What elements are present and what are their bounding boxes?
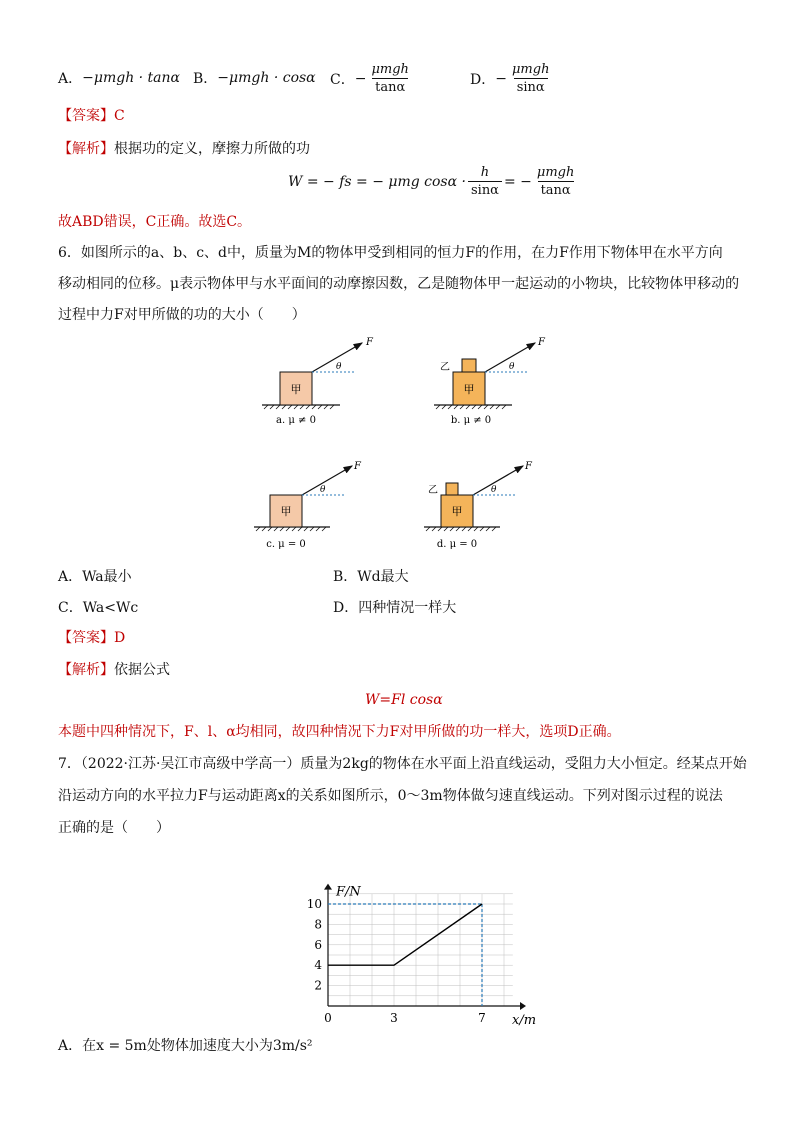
x-axis-label: x/m [512, 1013, 537, 1028]
q6-stem-line2: 移动相同的位移。μ表示物体甲与水平面间的动摩擦因数，乙是随物体甲一起运动的小物块，比较物体甲移动的 [58, 276, 740, 292]
q6-stem-line1: 6．如图所示的a、b、c、d中，质量为M的物体甲受到相同的恒力F的作用，在力F作用下物体甲在水平方向 [58, 245, 723, 261]
fraction-numerator: h [480, 165, 490, 180]
analysis-tag: 【解析】 [58, 662, 114, 678]
figure-b [434, 337, 546, 426]
q5-option-d [470, 62, 554, 95]
figure-b-caption: b. μ ≠ 0 [450, 415, 492, 426]
angle-label: θ [509, 362, 515, 372]
q5-option-d-sign: − [495, 70, 507, 87]
answer-tag: 【答案】 [58, 108, 114, 124]
figure-d-caption: d. μ = 0 [436, 539, 478, 550]
q6-option-d: D．四种情况一样大 [333, 600, 457, 616]
q5-option-a [58, 68, 180, 88]
q5-analysis [58, 139, 310, 159]
q6-option-c: C．Wa<Wc [58, 600, 139, 616]
q5-option-d-label: D． [470, 71, 496, 88]
angle-label: θ [491, 485, 497, 495]
figure-d [424, 461, 533, 550]
block-yi-label: 乙 [440, 362, 450, 373]
q6-formula: W=Fl cosα [365, 692, 443, 708]
force-label: F [525, 461, 532, 472]
analysis-tag: 【解析】 [58, 141, 114, 157]
y-axis-arrow-icon [324, 884, 332, 890]
q7-stem-line2: 沿运动方向的水平拉力F与运动距离x的关系如图所示，0～3m物体做匀速直线运动。下列对图示过程的说法 [58, 788, 723, 804]
q5-option-a-label: A． [58, 71, 83, 87]
q5-conclusion: 故ABD错误，C正确。故选C。 [58, 214, 252, 230]
analysis-text: 依据公式 [114, 662, 170, 678]
q5-option-c-sign: − [354, 70, 367, 87]
fraction-numerator: μmgh [536, 165, 575, 180]
q6-stem-line3: 过程中力F对甲所做的功的大小（ ） [58, 307, 306, 323]
force-label: F [538, 337, 545, 348]
block-yi [462, 359, 476, 372]
figure-a-caption: a. μ ≠ 0 [276, 415, 316, 426]
q7-option-a: A．在x = 5m处物体加速度大小为3m/s² [58, 1038, 313, 1054]
formula-fraction-2 [534, 165, 577, 198]
formula-left: W = − fs = − μmg cosα · [288, 173, 466, 190]
block-yi-label: 乙 [428, 485, 438, 496]
angle-label: θ [320, 485, 326, 495]
figure-a [262, 337, 374, 426]
q7-stem-line3: 正确的是（ ） [58, 820, 170, 836]
y-axis-label: F/N [336, 884, 361, 900]
q6-option-a: A．Wa最小 [58, 569, 132, 585]
fraction-denominator: tanα [538, 181, 574, 198]
block-yi [446, 483, 458, 495]
block-jia-label: 甲 [290, 383, 302, 396]
fraction-numerator: μmgh [511, 62, 550, 77]
force-label: F [366, 337, 373, 348]
q5-option-c-fraction [368, 62, 411, 95]
formula-mid: = − [503, 173, 532, 190]
formula-fraction-1 [468, 165, 502, 198]
y-tick-label: 2 [314, 978, 322, 993]
q6-figures [250, 335, 560, 555]
q7-force-distance-chart [290, 838, 537, 1038]
q6-analysis [58, 660, 170, 680]
force-arrow-icon [302, 466, 352, 495]
fraction-denominator: sinα [468, 181, 502, 198]
q5-formula [288, 165, 579, 198]
y-tick-label: 10 [306, 897, 322, 911]
x-tick-label: 0 [324, 1011, 332, 1025]
q7-stem-line1: 7．（2022·江苏·吴江市高级中学高一）质量为2kg的物体在水平面上沿直线运动，受阻力大小恒定。经某点开始 [58, 756, 747, 772]
block-jia-label: 甲 [280, 505, 292, 518]
answer-value: D [114, 630, 126, 646]
y-tick-label: 6 [314, 937, 322, 952]
x-tick-label: 3 [390, 1011, 398, 1025]
figure-c-caption: c. μ = 0 [266, 539, 306, 550]
answer-value: C [114, 108, 125, 124]
y-tick-label: 8 [314, 917, 322, 932]
q6-option-b: B．Wd最大 [333, 569, 409, 585]
q5-option-a-expr: −μmgh · tanα [82, 70, 181, 86]
x-tick-label: 7 [478, 1011, 486, 1025]
q5-option-d-fraction [509, 62, 552, 95]
angle-label: θ [336, 362, 342, 372]
q5-option-b [193, 68, 316, 88]
figure-c [254, 461, 362, 550]
block-jia-label: 甲 [451, 505, 463, 518]
x-axis-arrow-icon [520, 1002, 526, 1010]
q6-conclusion: 本题中四种情况下，F、l、α均相同，故四种情况下力F对甲所做的功一样大，选项D正确。 [58, 724, 621, 740]
block-jia-label: 甲 [463, 383, 475, 396]
y-tick-label: 4 [314, 958, 322, 973]
q5-option-c-label: C． [330, 71, 355, 88]
fraction-denominator: sinα [514, 78, 548, 95]
q6-answer [58, 628, 125, 648]
q5-option-b-label: B． [193, 71, 218, 87]
analysis-text: 根据功的定义，摩擦力所做的功 [114, 141, 310, 157]
q5-answer [58, 106, 125, 126]
fraction-numerator: μmgh [371, 62, 409, 77]
q5-option-c [330, 62, 414, 95]
answer-tag: 【答案】 [58, 630, 114, 646]
fraction-denominator: tanα [372, 78, 408, 95]
q5-option-b-expr: −μmgh · cosα [217, 70, 316, 86]
force-label: F [354, 461, 361, 472]
force-arrow-icon [473, 466, 523, 495]
